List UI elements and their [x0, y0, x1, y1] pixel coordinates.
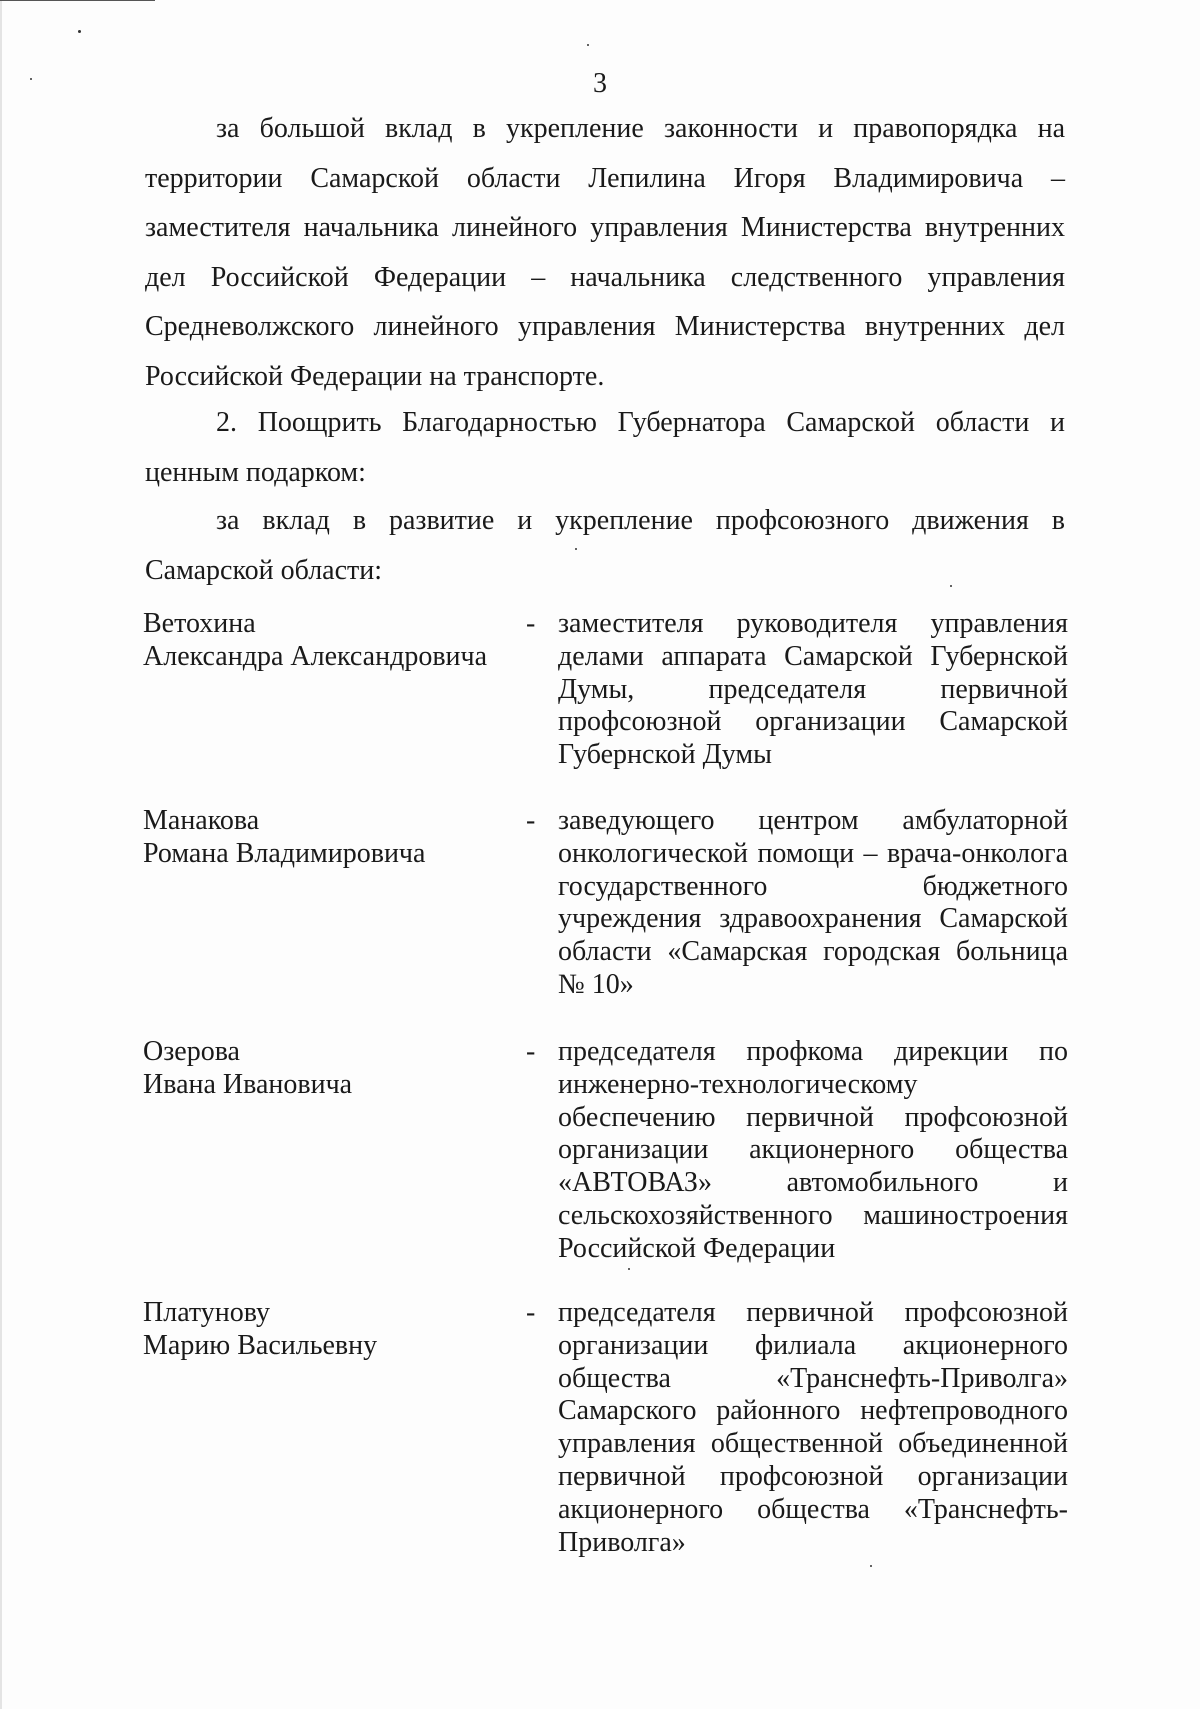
scan-speck	[78, 30, 81, 33]
paragraph-item-2: 2. Поощрить Благодарностью Губернатора Самарской области и ценным подарком:	[145, 407, 1065, 488]
person-given-names: Александра Александровича	[143, 640, 488, 672]
person-surname: Платунову	[143, 1297, 271, 1328]
paragraph-reason: за вклад в развитие и укрепление профсоюзного движения в Самарской области:	[145, 505, 1065, 586]
entry-dash: -	[526, 805, 536, 836]
scan-speck	[628, 1268, 630, 1270]
paragraph-award-text: за большой вклад в укрепление законности и правопорядка на территории Самарской области Лепилина Игоря Владимировича – заместителя начальника линейного управления Министерства внутренних дел Российской Федерации – начальника следственного управления Средневолжского линейного управления Министерства внутренних дел Российской Федерации на транспорте.	[145, 113, 1065, 392]
entry-dash: -	[526, 608, 536, 639]
person-surname: Ветохина	[143, 608, 256, 639]
person-given-names: Марию Васильевну	[143, 1329, 378, 1361]
scan-left-edge	[0, 0, 2, 1709]
person-name	[143, 608, 513, 674]
scan-speck	[587, 44, 589, 46]
person-position: заведующего центром амбулаторной онкологической помощи – врача-онколога государственного бюджетного учреждения здравоохранения Самарской области «Самарская городская больница № 10»	[558, 805, 1068, 1000]
scan-top-edge-line	[0, 0, 155, 1]
person-surname: Озерова	[143, 1036, 240, 1067]
person-name	[143, 805, 513, 871]
person-surname: Манакова	[143, 805, 260, 836]
person-position: председателя первичной профсоюзной организации филиала акционерного общества «Транснефть-Приволга» Самарского районного нефтепроводного управления общественной объединенной первичной профсоюзной организации акционерного общества «Транснефть-Приволга»	[558, 1297, 1068, 1558]
person-position: заместителя руководителя управления делами аппарата Самарской Губернской Думы, председателя первичной профсоюзной организации Самарской Губернской Думы	[558, 608, 1068, 771]
entry-dash: -	[526, 1297, 536, 1328]
person-name	[143, 1297, 513, 1363]
entry-dash: -	[526, 1036, 536, 1067]
scan-speck	[870, 1565, 872, 1567]
person-given-names: Ивана Ивановича	[143, 1068, 353, 1100]
page-number: 3	[593, 68, 607, 99]
person-given-names: Романа Владимировича	[143, 837, 426, 869]
person-position: председателя профкома дирекции по инженерно-технологическому обеспечению первичной профсоюзной организации акционерного общества «АВТОВАЗ» автомобильного и сельскохозяйственного машиностроения Российской Федерации	[558, 1036, 1068, 1264]
person-name	[143, 1036, 513, 1102]
